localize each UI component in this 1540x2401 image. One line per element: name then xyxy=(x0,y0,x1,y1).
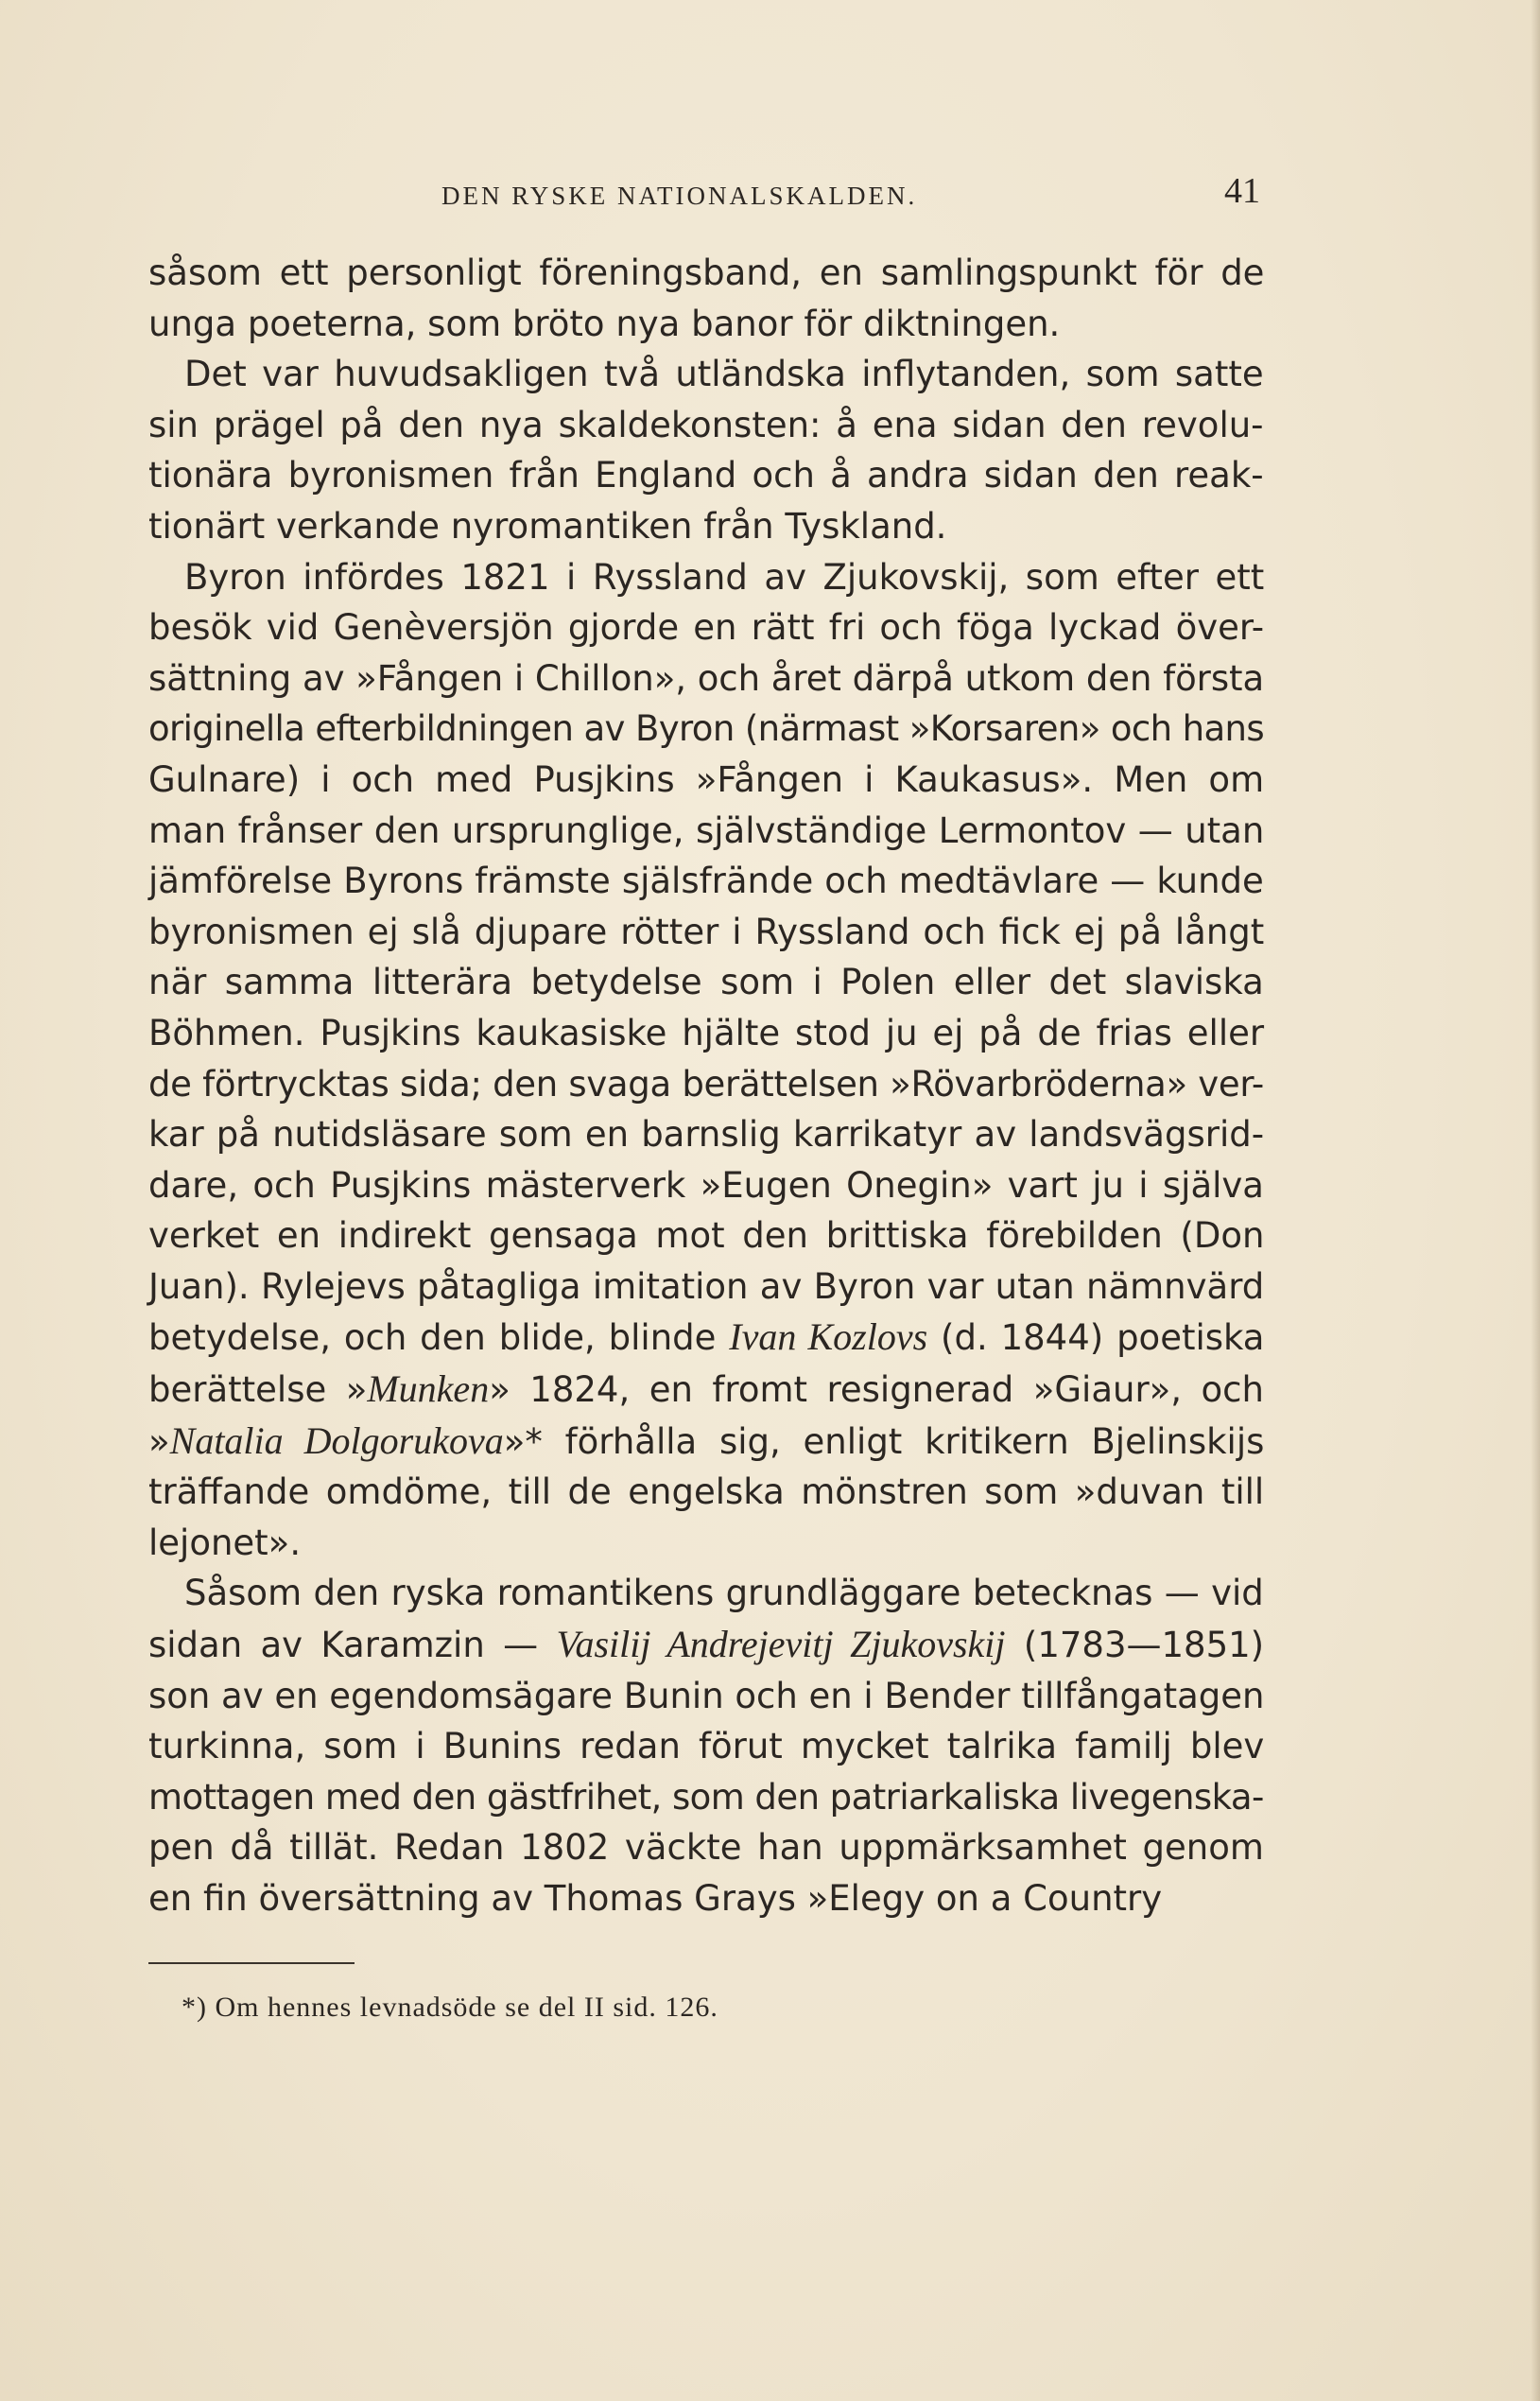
page-number: 41 xyxy=(1224,171,1260,211)
paragraph xyxy=(148,1568,1264,1923)
text-line xyxy=(148,1312,1264,1364)
italic-name: Vasilij Andrejevitj Zjukovskij xyxy=(556,1623,1006,1666)
text-line: byronismen ej slå djupare rötter i Ryssland och fick ej på långt xyxy=(148,911,1265,952)
text-line: unga poeterna, som bröto nya banor för diktningen. xyxy=(148,303,1061,344)
text-line: Juan). Rylejevs påtagliga imitation av Byron var utan nämnvärd xyxy=(148,1265,1265,1307)
text-line: Byron infördes 1821 i Ryssland av Zjukovskij, som efter ett xyxy=(184,556,1265,598)
body-text xyxy=(148,248,1264,1924)
footnote: *) Om hennes levnadsöde se del II sid. 126. xyxy=(182,1992,718,2023)
text-line: verket en indirekt gensaga mot den brittiska förebilden (Don xyxy=(148,1215,1265,1257)
page-edge-shadow xyxy=(1531,0,1540,2401)
paragraph xyxy=(148,349,1264,551)
text-line: sin prägel på den nya skaldekonsten: å ena sidan den revolu- xyxy=(148,404,1264,445)
italic-name: Ivan Kozlovs xyxy=(729,1315,928,1359)
text-line: jämförelse Byrons främste själsfrände och medtävlare — kunde xyxy=(148,861,1264,902)
italic-title: Munken xyxy=(367,1367,490,1411)
footnote-rule xyxy=(148,1962,355,1964)
text-line: pen då tillät. Redan 1802 väckte han uppmärksamhet genom xyxy=(148,1827,1264,1869)
text-line xyxy=(148,1364,1264,1416)
text-line: de förtrycktas sida; den svaga berättelsen »Rövarbröderna» ver- xyxy=(148,1063,1264,1105)
text-line: tionärt verkande nyromantiken från Tyskland. xyxy=(148,505,947,547)
text-line: Böhmen. Pusjkins kaukasiske hjälte stod ju ej på de frias eller xyxy=(148,1012,1265,1053)
text-line: tionära byronismen från England och å andra sidan den reak- xyxy=(148,455,1264,496)
text-segment: berättelse » xyxy=(148,1369,368,1411)
text-line: när samma litterära betydelse som i Polen eller det slaviska xyxy=(148,962,1264,1003)
text-line: Gulnare) i och med Pusjkins »Fången i Kaukasus». Men om xyxy=(148,758,1265,800)
text-line: en fin översättning av Thomas Grays »Elegy on a Country xyxy=(148,1878,1163,1919)
text-line xyxy=(148,1619,1264,1671)
text-segment: (d. 1844) poetiska xyxy=(941,1317,1265,1359)
text-segment: betydelse, och den blide, blinde xyxy=(148,1317,717,1359)
text-segment: (1783—1851) xyxy=(1023,1625,1265,1666)
italic-title: Natalia Dolgorukova xyxy=(169,1418,504,1462)
text-line: Det var huvudsakligen två utländska inflytanden, som satte xyxy=(184,354,1264,395)
text-line: Såsom den ryska romantikens grundläggare betecknas — vid xyxy=(184,1573,1264,1614)
text-line: man frånser den ursprunglige, självständige Lermontov — utan xyxy=(148,809,1265,851)
text-line: träffande omdöme, till de engelska mönstren som »duvan till xyxy=(148,1471,1265,1513)
text-segment: »* förhålla sig, enligt kritikern Bjelinskijs xyxy=(503,1420,1265,1462)
text-segment: sidan av Karamzin — xyxy=(148,1625,539,1666)
text-line: kar på nutidsläsare som en barnslig karrikatyr av landsvägsrid- xyxy=(148,1114,1265,1156)
text-segment: » 1824, en fromt resignerad »Giaur», och xyxy=(489,1369,1264,1411)
text-line: lejonet». xyxy=(148,1522,302,1563)
paragraph xyxy=(148,248,1264,349)
text-line: turkinna, som i Bunins redan förut mycket talrika familj blev xyxy=(148,1726,1265,1767)
text-line xyxy=(148,1416,1264,1468)
text-line xyxy=(148,248,1264,299)
running-head: DEN RYSKE NATIONALSKALDEN. xyxy=(441,182,918,210)
text-line-content: såsom ett personligt föreningsband, en samlingspunkt för de xyxy=(148,252,1265,293)
page-header xyxy=(148,170,1264,227)
text-line: son av en egendomsägare Bunin och en i Bender tillfångatagen xyxy=(148,1675,1265,1716)
text-line: dare, och Pusjkins mästerverk »Eugen Onegin» vart ju i själva xyxy=(148,1164,1264,1206)
text-line: sättning av »Fången i Chillon», och året därpå utkom den första xyxy=(148,657,1265,699)
paragraph xyxy=(148,552,1264,1569)
text-line: besök vid Genèversjön gjorde en rätt fri och föga lyckad över- xyxy=(148,607,1265,649)
text-line: originella efterbildningen av Byron (närmast »Korsaren» och hans xyxy=(148,708,1265,750)
text-segment: » xyxy=(148,1420,170,1462)
text-line: mottagen med den gästfrihet, som den patriarkaliska livegenska- xyxy=(148,1776,1264,1818)
